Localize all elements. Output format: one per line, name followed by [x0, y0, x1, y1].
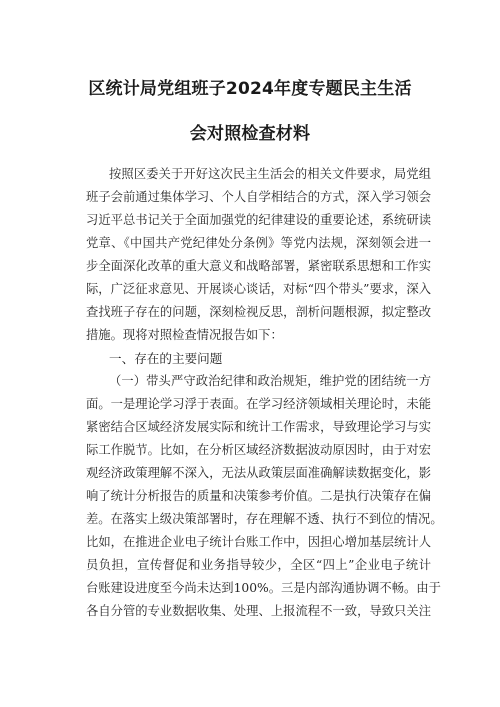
paragraph-line: 员负担，宣传督促和业务指导较少，全区“四上”企业电子统计 [86, 558, 431, 572]
paragraph-line: 紧密结合区域经济发展实际和统计工作需求，导致理论学习与实 [86, 420, 431, 434]
paragraph-line: 台账建设进度至今尚未达到100%。三是内部沟通协调不畅。由于 [86, 581, 441, 595]
document-title-line-2: 会对照检查材料 [189, 124, 311, 144]
paragraph-line: 措施。现将对照检查情况报告如下： [86, 328, 283, 342]
paragraph-line: 党章、《中国共产党纪律处分条例》等党内法规，深刻领会进一 [86, 236, 431, 250]
paragraph-line: 各自分管的专业数据收集、处理、上报流程不一致，导致只关注 [86, 604, 431, 618]
paragraph-line: 差。在落实上级决策部署时，存在理解不透、执行不到位的情况。 [86, 512, 443, 526]
subsection-heading-line: （一）带头严守政治纪律和政治规矩，维护党的团结统一方 [109, 374, 431, 388]
paragraph-line: 班子会前通过集体学习、个人自学相结合的方式，深入学习领会 [86, 190, 431, 204]
paragraph-line: 观经济政策理解不深入，无法从政策层面准确解读数据变化，影 [86, 466, 431, 480]
paragraph-line: 响了统计分析报告的质量和决策参考价值。二是执行决策存在偏 [86, 489, 431, 503]
paragraph-line: 面。一是理论学习浮于表面。在学习经济领域相关理论时，未能 [86, 397, 431, 411]
paragraph-line: 际，广泛征求意见、开展谈心谈话，对标“四个带头”要求，深入 [86, 282, 431, 296]
document-body [86, 163, 443, 623]
section-heading: 一、存在的主要问题 [109, 351, 223, 366]
paragraph-line: 查找班子存在的问题，深刻检视反思，剖析问题根源，拟定整改 [86, 305, 431, 319]
paragraph-line: 际工作脱节。比如，在分析区域经济数据波动原因时，由于对宏 [86, 443, 431, 457]
paragraph-line: 步全面深化改革的重大意义和战略部署，紧密联系思想和工作实 [86, 259, 431, 273]
paragraph-line: 按照区委关于开好这次民主生活会的相关文件要求，局党组 [109, 167, 431, 181]
paragraph-line: 习近平总书记关于全面加强党的纪律建设的重要论述，系统研读 [86, 213, 431, 227]
document-title-line-1: 区统计局党组班子2024年度专题民主生活 [88, 79, 412, 99]
paragraph-line: 比如，在推进企业电子统计台账工作中，因担心增加基层统计人 [86, 535, 431, 549]
